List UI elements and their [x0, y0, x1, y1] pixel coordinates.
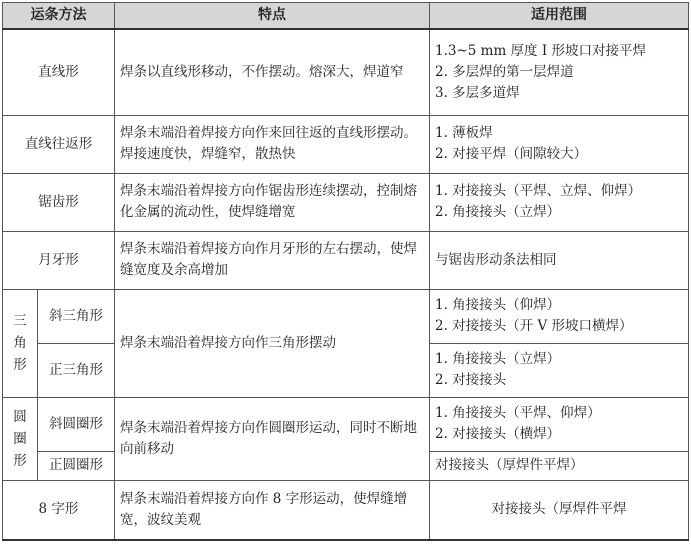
- group-cell-circle: [3, 397, 38, 480]
- method-cell: 锯齿形: [3, 173, 115, 231]
- feature-cell: 焊条末端沿着焊接方向作锯齿形连续摆动，控制熔化金属的流动性，使焊缝增宽: [115, 173, 430, 231]
- header-scope: 适用范围: [430, 3, 689, 30]
- table-row: [3, 480, 689, 540]
- sub-method-cell: 正圆圈形: [38, 451, 115, 480]
- scope-line: 2. 对接平焊（间隙较大）: [435, 146, 588, 162]
- table-row: [3, 173, 689, 231]
- scope-cell: 对接接头（厚焊件平焊）: [430, 451, 689, 480]
- scope-line: 1. 角接接头（仰焊）: [435, 297, 561, 313]
- table-row: [3, 29, 689, 115]
- method-cell: 8 字形: [3, 480, 115, 540]
- scope-line: 1.3~5 mm 厚度 I 形坡口对接平焊: [435, 42, 646, 59]
- sub-method-cell: 正三角形: [38, 343, 115, 397]
- feature-cell: 焊条末端沿着焊接方向作来回往返的直线形摆动。焊接速度快，焊缝窄，散热快: [115, 115, 430, 173]
- group-cell-triangle: [3, 289, 38, 397]
- table-row: [3, 289, 689, 343]
- table-row: [3, 231, 689, 289]
- scope-line: 2. 角接接头（立焊）: [435, 204, 561, 220]
- scope-line: 3. 多层多道焊: [435, 84, 520, 101]
- feature-cell: 焊条末端沿着焊接方向作月牙形的左右摆动，使焊缝宽度及余高增加: [115, 231, 430, 289]
- group-char: 三: [13, 313, 27, 329]
- group-char: 圈: [13, 430, 27, 447]
- scope-cell: [430, 289, 689, 343]
- feature-cell: 焊条末端沿着焊接方向作 8 字形运动，使焊缝增宽，波纹美观: [115, 480, 430, 540]
- sub-method-cell: 斜三角形: [38, 289, 115, 343]
- scope-line: 2. 对接接头: [435, 372, 507, 388]
- method-cell: 直线形: [3, 29, 115, 115]
- header-method: 运条方法: [3, 3, 115, 30]
- method-cell: 月牙形: [3, 231, 115, 289]
- group-char: 圆: [13, 408, 27, 425]
- scope-cell: [430, 115, 689, 173]
- group-char: 形: [13, 357, 27, 373]
- method-cell: 直线往返形: [3, 115, 115, 173]
- scope-cell: 与锯齿形动条法相同: [430, 231, 689, 289]
- header-row: [3, 3, 689, 30]
- scope-line: 2. 对接接头（开 V 形坡口横焊）: [435, 318, 633, 334]
- scope-line: 1. 角接接头（平焊、仰焊）: [435, 405, 601, 421]
- feature-cell: 焊条以直线形移动，不作摆动。熔深大，焊道窄: [115, 29, 430, 115]
- scope-line: 2. 对接接头（横焊）: [435, 426, 561, 442]
- scope-cell: [430, 343, 689, 397]
- feature-cell: 焊条末端沿着焊接方向作三角形摆动: [115, 289, 430, 397]
- scope-cell: 对接接头（厚焊件平焊: [430, 480, 689, 540]
- table-row: [3, 115, 689, 173]
- scope-cell: [430, 397, 689, 451]
- sub-method-cell: 斜圆圈形: [38, 397, 115, 451]
- scope-cell: [430, 29, 689, 115]
- scope-cell: [430, 173, 689, 231]
- group-char: 形: [13, 452, 27, 469]
- header-feature: 特点: [115, 3, 430, 30]
- feature-cell: 焊条末端沿着焊接方向作圆圈形运动，同时不断地向前移动: [115, 397, 430, 480]
- scope-line: 1. 薄板焊: [435, 125, 493, 141]
- welding-methods-table: [2, 2, 689, 541]
- scope-line: 1. 角接接头（立焊）: [435, 351, 561, 367]
- scope-line: 1. 对接接头（平焊、立焊、仰焊）: [435, 183, 642, 199]
- scope-line: 2. 多层焊的第一层焊道: [435, 63, 574, 80]
- table-row: [3, 397, 689, 451]
- group-char: 角: [13, 335, 27, 351]
